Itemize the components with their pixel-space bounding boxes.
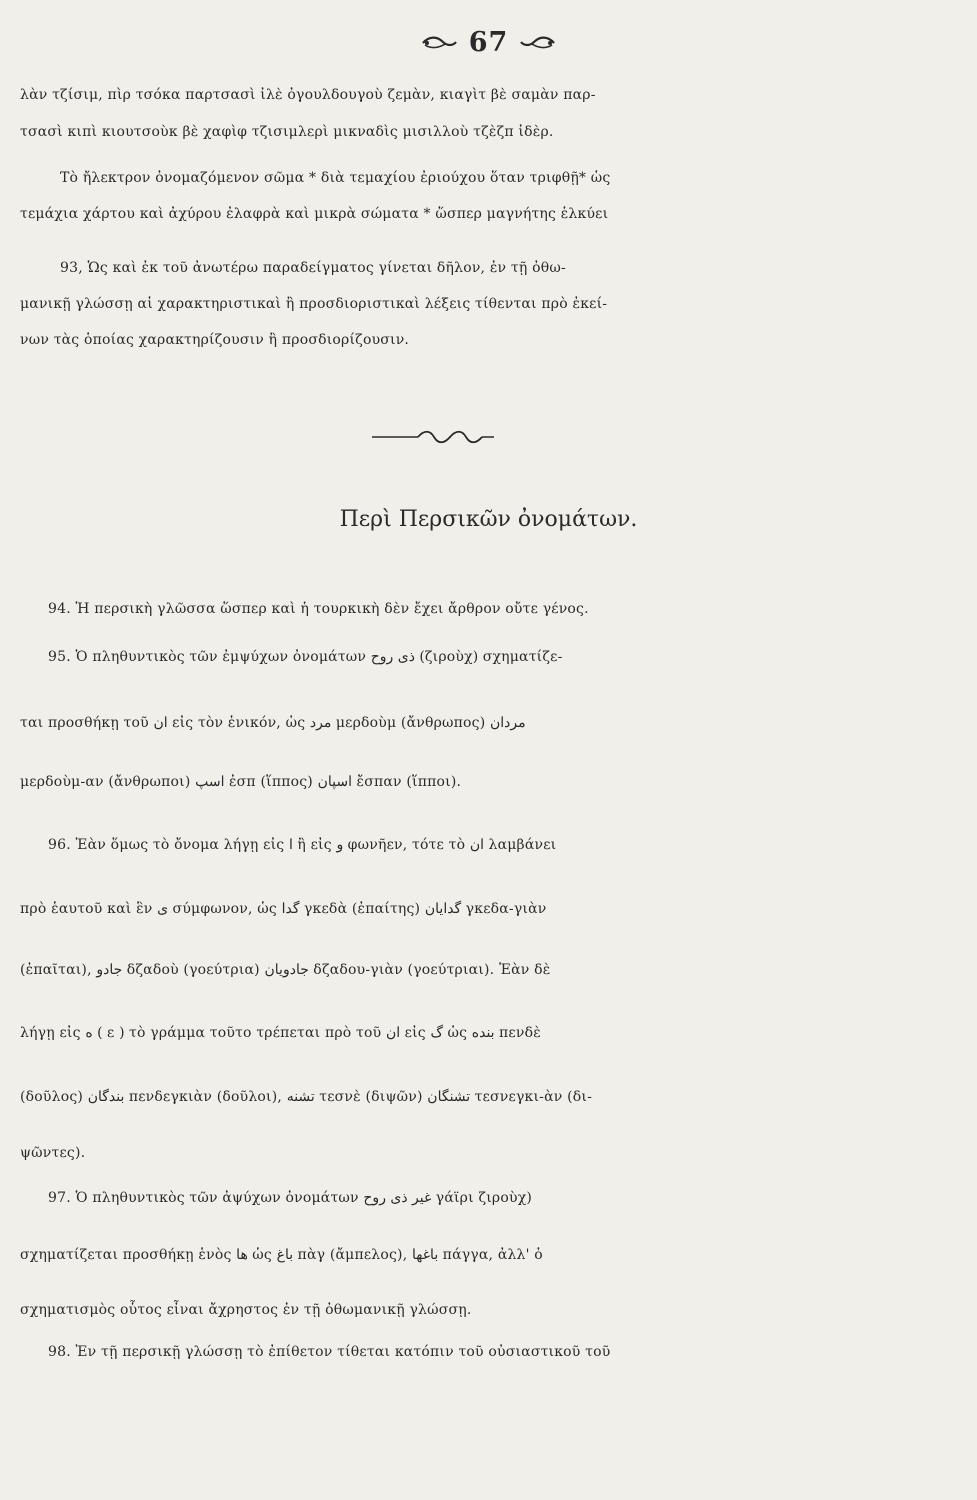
text-line: σχηματισμὸς οὗτος εἶναι ἄχρηστος ἐν τῇ ὀθωμανικῇ γλώσσῃ. [20, 1302, 472, 1318]
left-flourish-ornament [421, 34, 457, 50]
section-divider-ornament [0, 422, 977, 452]
paragraph-96-line: 96. Ἐὰν ὅμως τὸ ὄνομα λήγῃ εἰς ا ἢ εἰς و φωνῆεν, τότε τὸ ان λαμβάνει [48, 837, 557, 853]
paragraph-98-line: 98. Ἐν τῇ περσικῇ γλώσσῃ τὸ ἐπίθετον τίθεται κατόπιν τοῦ οὐσιαστικοῦ τοῦ [48, 1344, 611, 1360]
text-line: πρὸ ἑαυτοῦ καὶ ἓν ی σύμφωνον, ὡς گدا γκεδὰ (ἐπαίτης) گدایان γκεδα-γιὰν [20, 901, 547, 917]
text-line: Τὸ ἤλεκτρον ὀνομαζόμενον σῶμα * διὰ τεμαχίου ἐριούχου ὅταν τριφθῇ* ὡς [60, 170, 611, 186]
text-line: λήγῃ εἰς ه ( ε ) τὸ γράμμα τοῦτο τρέπεται πρὸ τοῦ ان εἰς گ ὡς بنده πενδὲ [20, 1025, 541, 1041]
section-title: Περὶ Περσικῶν ὀνομάτων. [339, 507, 638, 532]
text-line: τεμάχια χάρτου καὶ ἀχύρου ἐλαφρὰ καὶ μικρὰ σώματα * ὥσπερ μαγνήτης ἑλκύει [20, 206, 609, 222]
text-line: μανικῇ γλώσσῃ αἱ χαρακτηριστικαὶ ἢ προσδιοριστικαὶ λέξεις τίθενται πρὸ ἐκεί- [20, 296, 608, 312]
text-line: μερδοὺμ-αν (ἄνθρωποι) اسپ ἐσπ (ἵππος) اسپان ἔσπαν (ἵπποι). [20, 774, 462, 790]
page-header [0, 22, 977, 62]
text-line: τσασὶ κιπὶ κιουτσοὺκ βὲ χαφὶφ τζισιμλερὶ μικναδὶς μισιλλοὺ τζὲζπ ἰδὲρ. [20, 124, 554, 140]
right-flourish-ornament [520, 34, 556, 50]
text-line: (ἐπαῖται), جادو δζαδοὺ (γοεύτρια) جادویان δζαδου-γιὰν (γοεύτριαι). Ἐὰν δὲ [20, 962, 551, 978]
text-line: σχηματίζεται προσθήκῃ ἑνὸς ها ὡς باغ πὰγ (ἄμπελος), باغها πάγγα, ἀλλ' ὁ [20, 1247, 543, 1263]
paragraph-97-line: 97. Ὁ πληθυντικὸς τῶν ἀψύχων ὀνομάτων غیر ذی روح γάϊρι ζιροὺχ) [48, 1190, 533, 1206]
text-line: νων τὰς ὁποίας χαρακτηρίζουσιν ἢ προσδιορίζουσιν. [20, 332, 410, 348]
paragraph-94-line: 94. Ἡ περσικὴ γλῶσσα ὥσπερ καὶ ἡ τουρκικὴ δὲν ἔχει ἄρθρον οὔτε γένος. [48, 601, 589, 617]
text-line: (δοῦλος) بندگان πενδεγκιὰν (δοῦλοι), تشنه τεσνὲ (διψῶν) تشنگان τεσνεγκι-ὰν (δι- [20, 1089, 593, 1105]
page-number: 67 [468, 26, 509, 58]
text-line: ται προσθήκῃ τοῦ ان εἰς τὸν ἑνικόν, ὡς مرد μερδοὺμ (ἄνθρωπος) مردان [20, 715, 526, 731]
text-line: ψῶντες). [20, 1145, 86, 1161]
paragraph-95-line: 95. Ὁ πληθυντικὸς τῶν ἐμψύχων ὀνομάτων ذی روح (ζιροὺχ) σχηματίζε- [48, 649, 563, 665]
paragraph-93-line: 93, Ὡς καὶ ἐκ τοῦ ἀνωτέρω παραδείγματος γίνεται δῆλον, ἐν τῇ ὀθω- [60, 260, 566, 276]
text-line: λὰν τζίσιμ, πὶρ τσόκα παρτσασὶ ἰλὲ ὀγουλδουγοὺ ζεμὰν, κιαγὶτ βὲ σαμὰν παρ- [20, 87, 596, 103]
